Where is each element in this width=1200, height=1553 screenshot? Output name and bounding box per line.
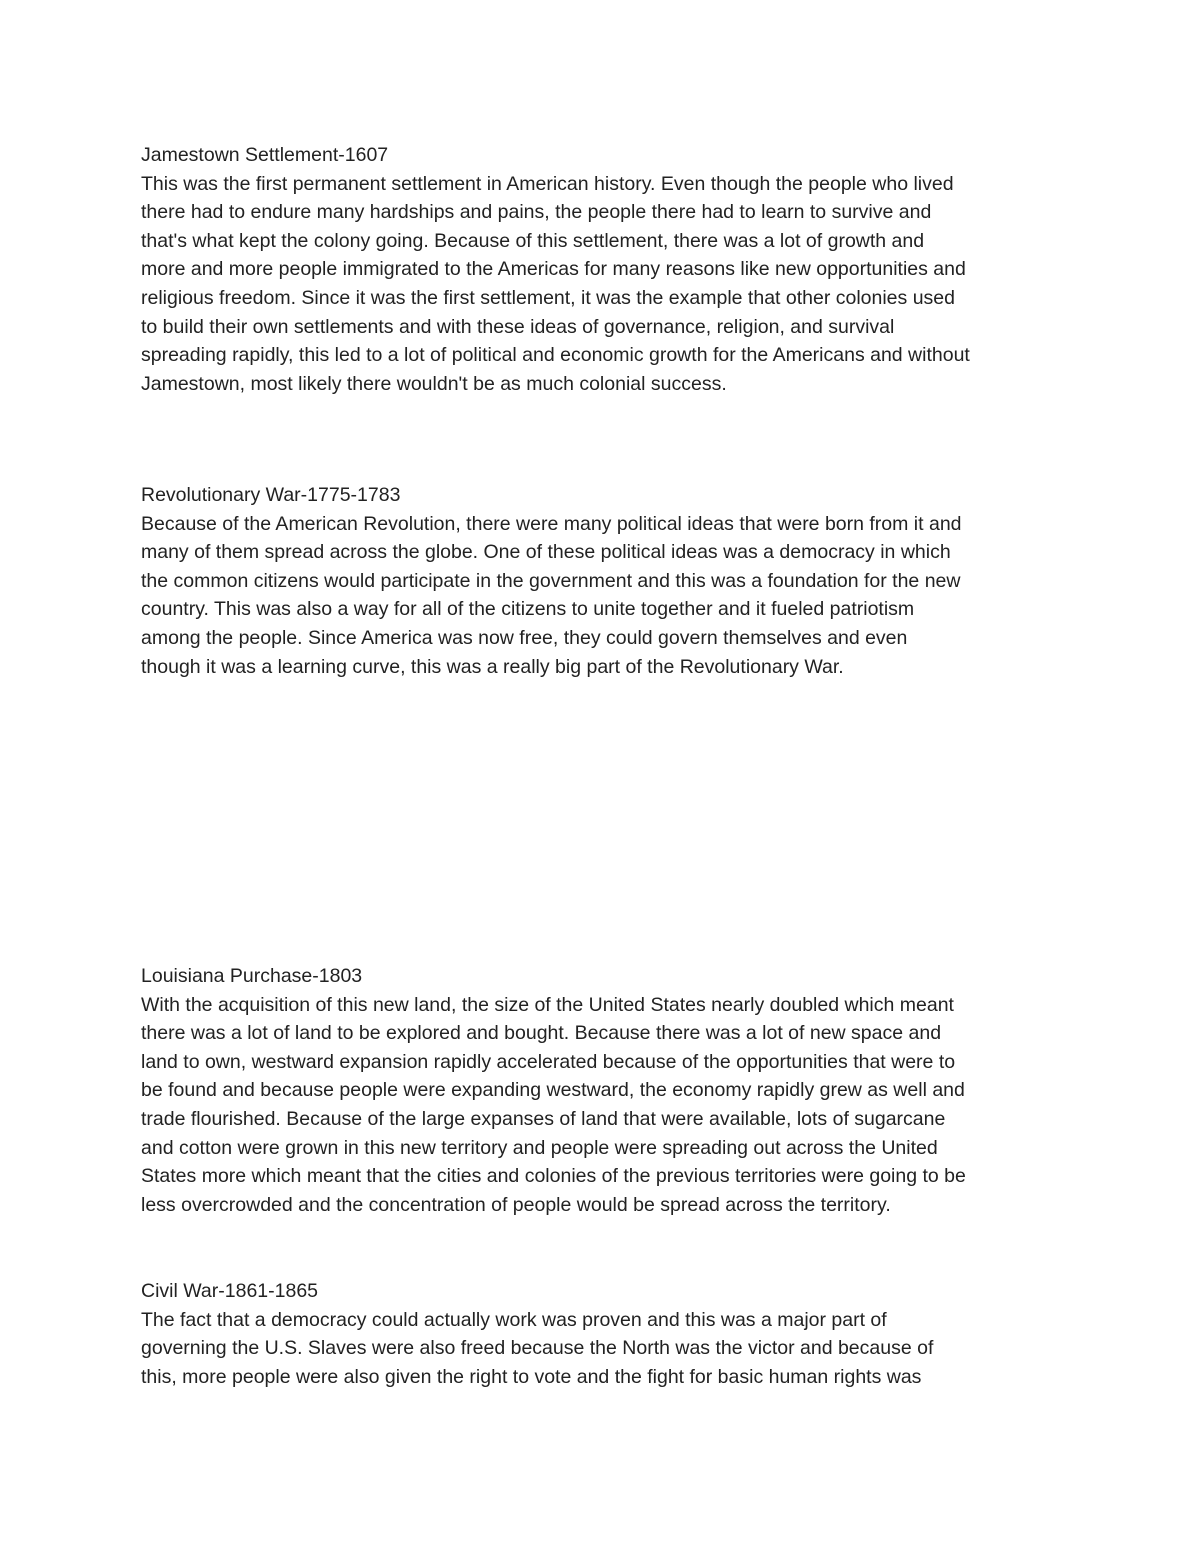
- paragraph-line: there had to endure many hardships and pains, the people there had to learn to survive and: [141, 201, 932, 224]
- paragraph-line: though it was a learning curve, this was a really big part of the Revolutionary War.: [141, 655, 844, 678]
- section-revolutionary-war: [141, 481, 1071, 681]
- paragraph-line: trade flourished. Because of the large expanses of land that were available, lots of sugarcane: [141, 1107, 946, 1130]
- paragraph-line: The fact that a democracy could actually work was proven and this was a major part of: [141, 1308, 887, 1331]
- paragraph-line: to build their own settlements and with these ideas of governance, religion, and survival: [141, 315, 895, 338]
- paragraph-line: many of them spread across the globe. One of these political ideas was a democracy in which: [141, 541, 951, 564]
- paragraph-line: among the people. Since America was now free, they could govern themselves and even: [141, 626, 908, 649]
- paragraph-line: land to own, westward expansion rapidly accelerated because of the opportunities that were to: [141, 1050, 956, 1073]
- section-heading: Jamestown Settlement-1607: [141, 144, 389, 166]
- section-heading: Civil War-1861-1865: [141, 1280, 319, 1302]
- section-louisiana-purchase: [141, 962, 1071, 1219]
- paragraph-line: and cotton were grown in this new territory and people were spreading out across the United: [141, 1136, 938, 1159]
- paragraph-line: there was a lot of land to be explored and bought. Because there was a lot of new space and: [141, 1022, 942, 1045]
- section-jamestown-settlement: [141, 141, 1071, 398]
- paragraph-line: With the acquisition of this new land, the size of the United States nearly doubled which meant: [141, 993, 954, 1016]
- paragraph-line: States more which meant that the cities and colonies of the previous territories were going to be: [141, 1165, 966, 1188]
- paragraph-line: Jamestown, most likely there wouldn't be as much colonial success.: [141, 372, 727, 395]
- paragraph-line: spreading rapidly, this led to a lot of political and economic growth for the Americans and without: [141, 344, 970, 367]
- paragraph-line: country. This was also a way for all of the citizens to unite together and it fueled patriotism: [141, 598, 915, 621]
- section-heading: Revolutionary War-1775-1783: [141, 484, 401, 506]
- section-civil-war: [141, 1277, 1071, 1391]
- paragraph-line: this, more people were also given the right to vote and the fight for basic human rights was: [141, 1365, 922, 1388]
- section-heading: Louisiana Purchase-1803: [141, 965, 363, 987]
- paragraph-line: the common citizens would participate in the government and this was a foundation for the new: [141, 569, 961, 592]
- paragraph-line: less overcrowded and the concentration of people would be spread across the territory.: [141, 1193, 891, 1216]
- paragraph-line: religious freedom. Since it was the first settlement, it was the example that other colonies used: [141, 286, 955, 309]
- paragraph-line: This was the first permanent settlement in American history. Even though the people who lived: [141, 172, 954, 195]
- paragraph-line: be found and because people were expanding westward, the economy rapidly grew as well and: [141, 1079, 965, 1102]
- paragraph-line: more and more people immigrated to the Americas for many reasons like new opportunities and: [141, 258, 966, 281]
- paragraph-line: Because of the American Revolution, there were many political ideas that were born from it and: [141, 512, 962, 535]
- paragraph-line: that's what kept the colony going. Because of this settlement, there was a lot of growth and: [141, 229, 925, 252]
- paragraph-line: governing the U.S. Slaves were also freed because the North was the victor and because of: [141, 1337, 934, 1360]
